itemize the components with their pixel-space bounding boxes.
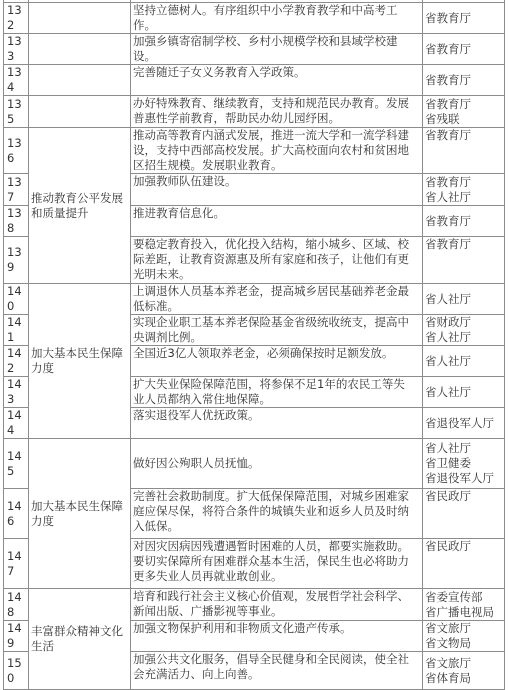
task-text-line: 实现企业职工基本养老保险基金省级统收统支，提高中 <box>133 315 409 329</box>
department-name: 省教育厅 <box>425 213 471 228</box>
task-text-line: 加强教师队伍建设。 <box>133 174 237 188</box>
department-cell <box>423 489 505 539</box>
task-cell <box>131 96 423 128</box>
department-name: 省教育厅 <box>425 174 471 189</box>
category-cell <box>29 128 131 284</box>
category-label-line: 加大基本民生保障 <box>31 498 123 513</box>
task-text-line: 会充满活力、向上向善。 <box>133 667 260 681</box>
department-cell <box>423 174 505 206</box>
table-row <box>4 65 505 96</box>
task-cell <box>131 174 423 206</box>
category-cell-empty <box>29 65 131 96</box>
task-cell <box>131 346 423 377</box>
task-cell <box>131 284 423 315</box>
row-number: 144 <box>4 408 29 439</box>
category-label-line: 力度 <box>31 513 54 528</box>
department-name: 省教育厅 <box>425 96 471 111</box>
row-number: 139 <box>4 237 29 284</box>
department-cell <box>423 408 505 439</box>
category-cell-empty <box>29 3 131 34</box>
category-label-line: 生活 <box>31 639 54 653</box>
task-text-line: 办好特殊教育、继续教育，支持和规范民办教育。发展 <box>133 96 409 110</box>
task-cell <box>131 408 423 439</box>
task-cell <box>131 652 423 690</box>
task-text-line: 央调剂比例。 <box>133 330 202 344</box>
department-cell <box>423 377 505 408</box>
department-cell <box>423 439 505 489</box>
task-text-line: 业人员都纳入常住地保障。 <box>133 392 271 406</box>
row-number: 133 <box>4 34 29 65</box>
task-text-line: 对因灾因病因残遭遇暂时困难的人员，都要实施救助。 <box>133 539 409 553</box>
policy-task-table <box>3 0 505 690</box>
task-text-line: 更多失业人员再就业敢创业。 <box>133 569 283 583</box>
department-cell <box>423 65 505 96</box>
department-cell <box>423 206 505 237</box>
task-cell <box>131 439 423 489</box>
task-text-line: 完善随迁子女义务教育入学政策。 <box>133 65 306 79</box>
department-name: 省人社厅 <box>425 330 471 344</box>
department-name: 省教育厅 <box>425 237 471 251</box>
department-cell <box>423 284 505 315</box>
row-number: 135 <box>4 96 29 128</box>
task-cell <box>131 34 423 65</box>
department-name: 省退役军人厅 <box>425 415 494 430</box>
row-number: 149 <box>4 621 29 652</box>
row-number: 145 <box>4 439 29 489</box>
row-number: 138 <box>4 206 29 237</box>
department-name: 省退役军人厅 <box>425 471 494 485</box>
table-body <box>4 0 505 690</box>
department-name: 省卫健委 <box>425 456 471 470</box>
task-cell <box>131 128 423 174</box>
department-cell <box>423 315 505 346</box>
task-text-line: 光明未来。 <box>133 267 191 281</box>
task-cell <box>131 539 423 589</box>
row-number: 132 <box>4 3 29 34</box>
task-text-line: 低标准。 <box>133 299 179 313</box>
row-number: 147 <box>4 539 29 589</box>
department-cell <box>423 237 505 284</box>
task-cell <box>131 237 423 284</box>
category-label-line: 推动教育公平发展 <box>31 190 123 205</box>
task-cell <box>131 489 423 539</box>
task-text-line: 区招生规模。发展职业教育。 <box>133 158 283 172</box>
table-row <box>4 439 505 489</box>
department-name: 省教育厅 <box>425 10 471 25</box>
task-text-line: 际差距，让教育资源惠及所有家庭和孩子，让他们有更 <box>133 252 409 266</box>
row-number: 140 <box>4 284 29 315</box>
task-text-line: 推动高等教育内涵式发展，推进一流大学和一流学科建 <box>133 128 409 142</box>
department-name: 省教育厅 <box>425 128 471 142</box>
row-number: 146 <box>4 489 29 539</box>
department-cell <box>423 652 505 690</box>
department-cell <box>423 3 505 34</box>
department-cell <box>423 621 505 652</box>
department-name: 省人社厅 <box>425 441 471 455</box>
department-name: 省民政厅 <box>425 489 471 503</box>
task-text-line: 全国近3亿人领取养老金，必须确保按时足额发放。 <box>133 346 394 360</box>
task-text-line: 要切实保障所有困难群众基本生活，保民生也必将助力 <box>133 554 409 568</box>
row-number: 134 <box>4 65 29 96</box>
task-text-line: 要稳定教育投入，优化投入结构，缩小城乡、区域、校 <box>133 237 409 251</box>
department-name: 省教育厅 <box>425 72 471 87</box>
table-row <box>4 96 505 128</box>
department-cell <box>423 96 505 128</box>
row-number: 142 <box>4 346 29 377</box>
task-text-line: 做好因公殉职人员抚恤。 <box>133 456 260 470</box>
task-text-line: 落实退役军人优抚政策。 <box>133 408 260 422</box>
row-number: 136 <box>4 128 29 174</box>
task-text-line: 加强公共文化服务，倡导全民健身和全民阅读，使全社 <box>133 652 409 666</box>
department-name: 省文旅厅 <box>425 655 471 670</box>
table-row <box>4 3 505 34</box>
category-label-line: 和质量提升 <box>31 205 89 220</box>
task-text-line: 推进教育信息化。 <box>133 206 225 220</box>
category-cell <box>29 589 131 690</box>
row-number: 148 <box>4 589 29 621</box>
task-cell <box>131 315 423 346</box>
task-text-line: 新闻出版、广播影视等事业。 <box>133 604 283 618</box>
row-number: 143 <box>4 377 29 408</box>
category-cell <box>29 284 131 439</box>
department-name: 省财政厅 <box>425 315 471 329</box>
department-name: 省体育局 <box>425 670 471 685</box>
category-label-line: 力度 <box>31 361 54 375</box>
row-number: 150 <box>4 652 29 690</box>
department-name: 省人社厅 <box>425 291 471 306</box>
department-name: 省人社厅 <box>425 189 471 204</box>
task-text-line: 扩大失业保险保障范围，将参保不足1年的农民工等失 <box>133 377 405 391</box>
table-row <box>4 128 505 174</box>
table-row <box>4 284 505 315</box>
task-cell <box>131 621 423 652</box>
task-text-line: 加强文物保护利用和非物质文化遗产传承。 <box>133 621 352 635</box>
department-name: 省教育厅 <box>425 41 471 56</box>
department-cell <box>423 539 505 589</box>
department-cell <box>423 346 505 377</box>
task-text-line: 上调退休人员基本养老金，提高城乡居民基础养老金最 <box>133 284 409 298</box>
category-label-line: 丰富群众精神文化 <box>31 624 123 638</box>
table-row <box>4 34 505 65</box>
task-text-line: 作。 <box>133 18 156 32</box>
task-cell <box>131 65 423 96</box>
category-cell-empty <box>29 34 131 65</box>
row-number: 137 <box>4 174 29 206</box>
table-row <box>4 589 505 621</box>
category-cell-empty <box>29 96 131 128</box>
department-name: 省人社厅 <box>425 353 471 368</box>
category-cell <box>29 439 131 589</box>
row-number: 141 <box>4 315 29 346</box>
department-cell <box>423 128 505 174</box>
department-name: 省广播电视局 <box>425 604 494 619</box>
task-cell <box>131 206 423 237</box>
department-name: 省文旅厅 <box>425 621 471 635</box>
department-name: 省文物局 <box>425 636 471 650</box>
department-name: 省人社厅 <box>425 384 471 399</box>
task-text-line: 加强乡镇寄宿制学校、乡村小规模学校和县域学校建 <box>133 34 398 48</box>
department-name: 省残联 <box>425 111 460 126</box>
category-label-line: 加大基本民生保障 <box>31 346 123 360</box>
task-text-line: 设，支持中西部高校发展。扩大高校面向农村和贫困地 <box>133 143 409 157</box>
task-text-line: 入低保。 <box>133 519 179 533</box>
department-name: 省民政厅 <box>425 539 471 553</box>
department-name: 省委宣传部 <box>425 589 483 604</box>
task-cell <box>131 589 423 621</box>
task-text-line: 设。 <box>133 49 156 63</box>
task-text-line: 普惠性学前教育，帮助民办幼儿园纾困。 <box>133 111 340 125</box>
task-text-line: 培育和践行社会主义核心价值观，发展哲学社会科学、 <box>133 589 409 603</box>
department-cell <box>423 34 505 65</box>
task-text-line: 完善社会救助制度。扩大低保保障范围，对城乡困难家 <box>133 489 409 503</box>
task-cell <box>131 377 423 408</box>
department-cell <box>423 589 505 621</box>
task-cell <box>131 3 423 34</box>
task-text-line: 坚持立德树人。有序组织中小学教育教学和中高考工 <box>133 3 398 17</box>
task-text-line: 庭应保尽保，将符合条件的城镇失业和返乡人员及时纳 <box>133 504 409 518</box>
